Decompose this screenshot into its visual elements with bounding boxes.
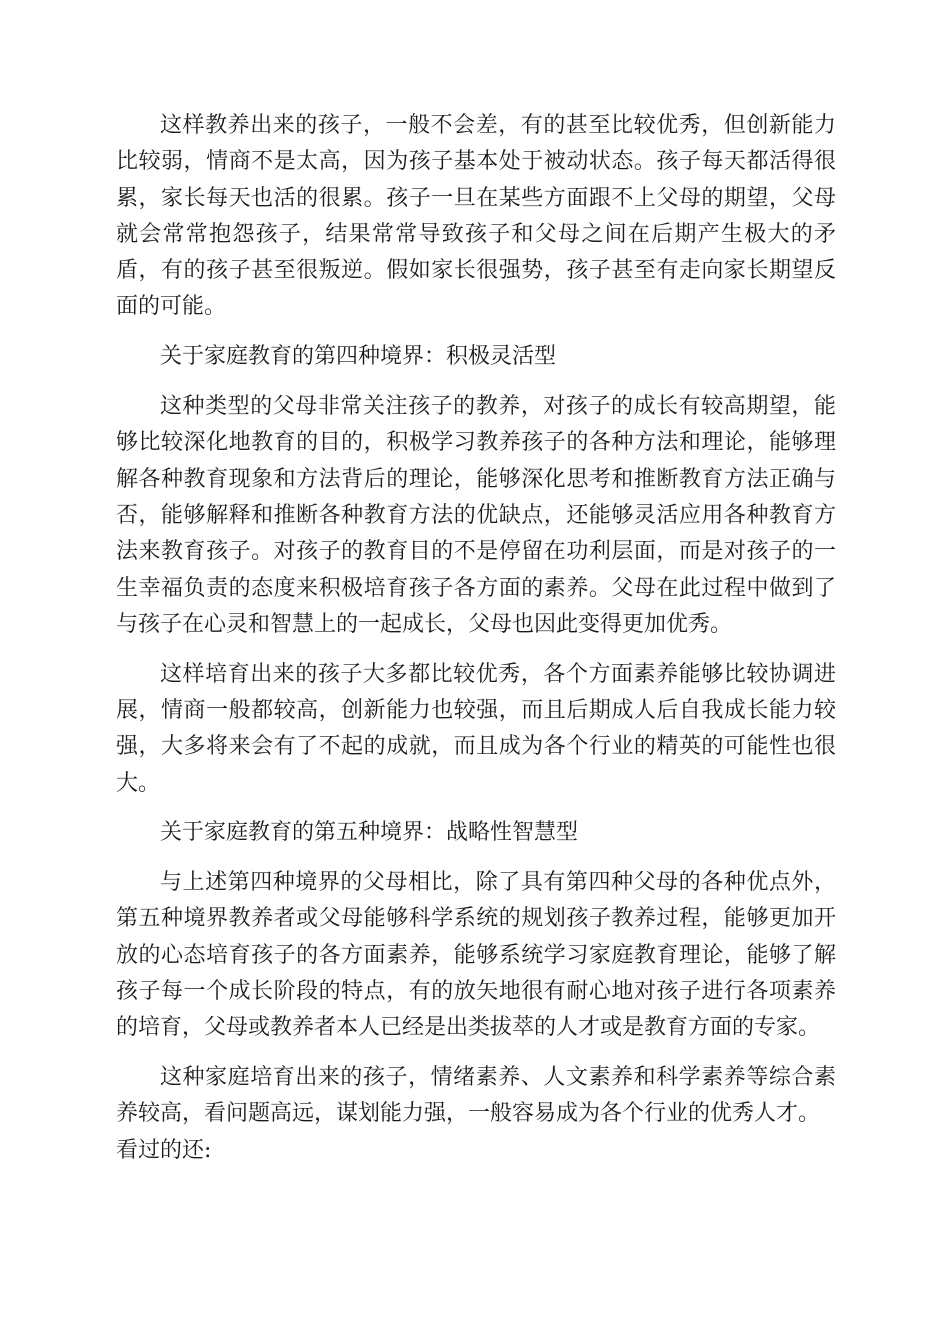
section-heading-fifth-realm: 关于家庭教育的第五种境界：战略性智慧型	[160, 820, 579, 846]
document-page	[116, 108, 836, 1169]
paragraph-3: 这样培育出来的孩子大多都比较优秀，各个方面素养能够比较协调进展，情商一般都较高，创新能力也较强，而且后期成人后自我成长能力较强，大多将来会有了不起的成就，而且成为各个行业的精英的可能性也很大。	[116, 661, 836, 796]
paragraph-1: 这样教养出来的孩子，一般不会差，有的甚至比较优秀，但创新能力比较弱，情商不是太高，因为孩子基本处于被动状态。孩子每天都活得很累，家长每天也活的很累。孩子一旦在某些方面跟不上父母的期望，父母就会常常抱怨孩子，结果常常导致孩子和父母之间在后期产生极大的矛盾，有的孩子甚至很叛逆。假如家长很强势，孩子甚至有走向家长期望反面的可能。	[116, 113, 836, 320]
paragraph-4: 与上述第四种境界的父母相比，除了具有第四种父母的各种优点外，第五种境界教养者或父母能够科学系统的规划孩子教养过程，能够更加开放的心态培育孩子的各方面素养，能够系统学习家庭教育理论，能够了解孩子每一个成长阶段的特点，有的放矢地很有耐心地对孩子进行各项素养的培育，父母或教养者本人已经是出类拔萃的人才或是教育方面的专家。	[116, 870, 836, 1041]
paragraph-5: 这种家庭培育出来的孩子，情绪素养、人文素养和科学素养等综合素养较高，看问题高远，谋划能力强，一般容易成为各个行业的优秀人才。	[116, 1065, 836, 1127]
trailing-text: 看过的还:	[116, 1137, 212, 1163]
paragraph-2: 这种类型的父母非常关注孩子的教养，对孩子的成长有较高期望，能够比较深化地教育的目的，积极学习教养孩子的各种方法和理论，能够理解各种教育现象和方法背后的理论，能够深化思考和推断教育方法正确与否，能够解释和推断各种教育方法的优缺点，还能够灵活应用各种教育方法来教育孩子。对孩子的教育目的不是停留在功利层面，而是对孩子的一生幸福负责的态度来积极培育孩子各方面的素养。父母在此过程中做到了与孩子在心灵和智慧上的一起成长，父母也因此变得更加优秀。	[116, 394, 836, 637]
section-heading-fourth-realm: 关于家庭教育的第四种境界：积极灵活型	[160, 344, 557, 370]
